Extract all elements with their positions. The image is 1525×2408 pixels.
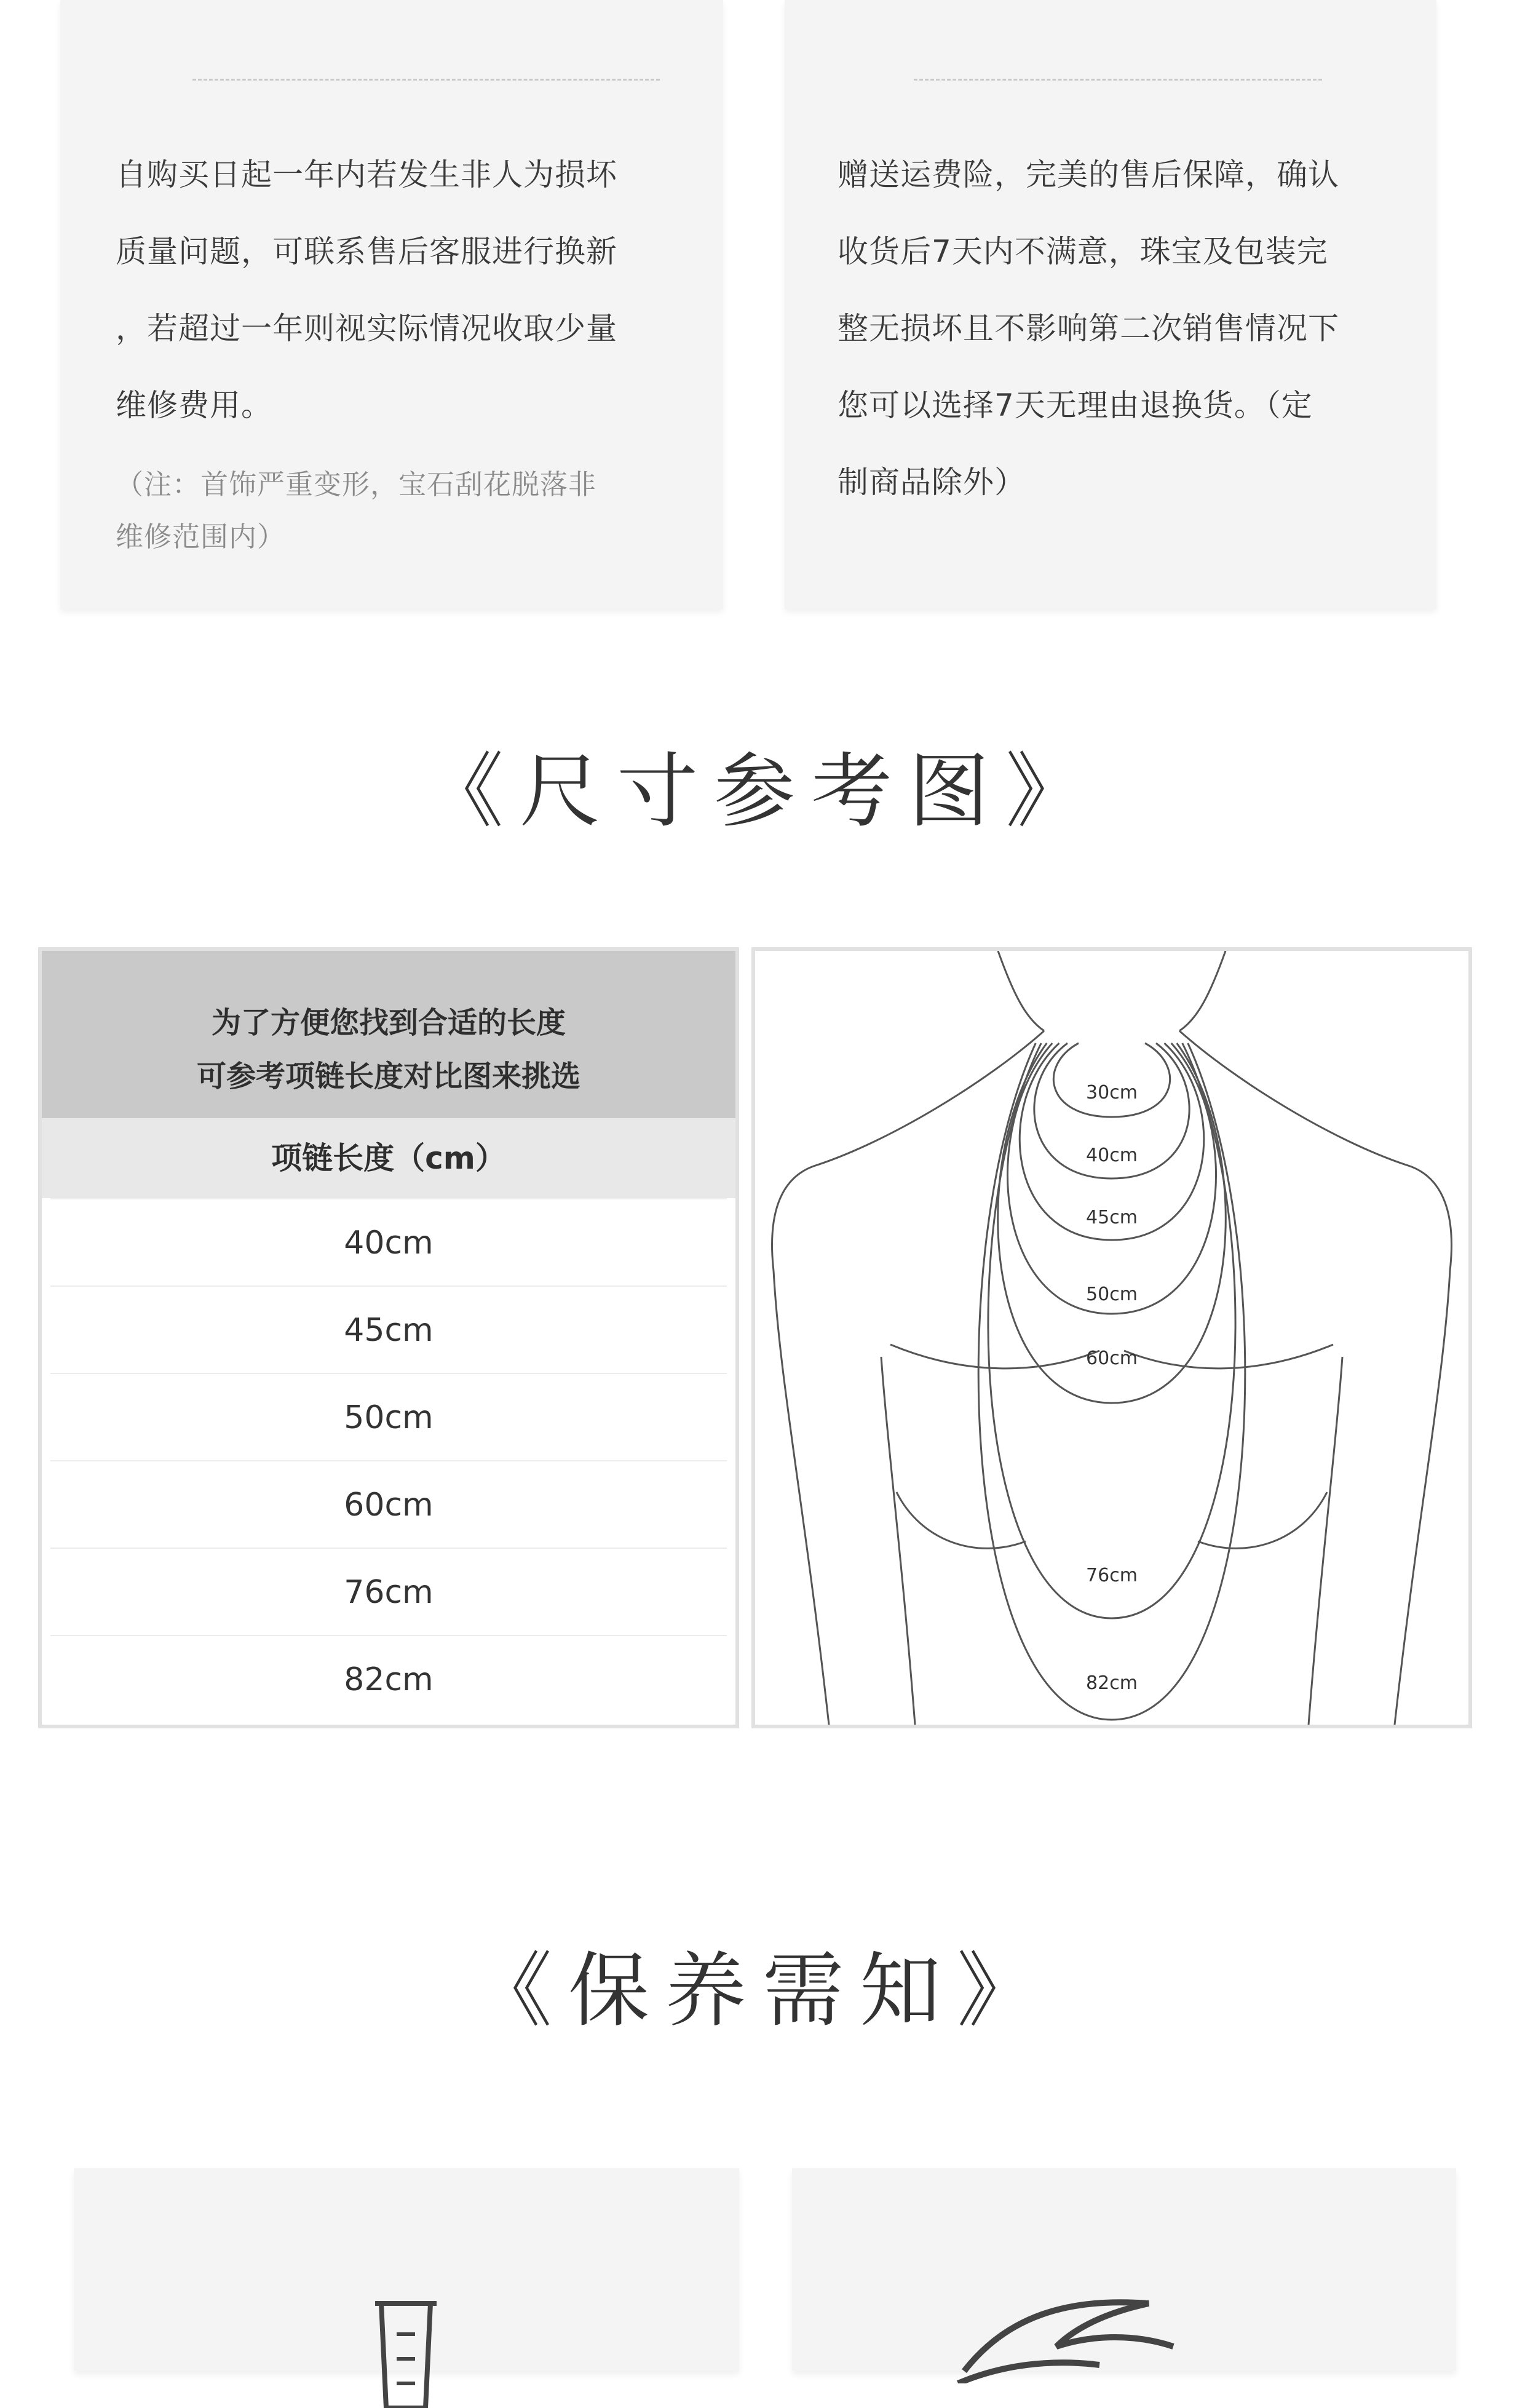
size-row: 40cm (50, 1198, 727, 1287)
necklace-length-label: 60cm (1086, 1348, 1138, 1369)
measuring-cup-icon (369, 2291, 443, 2408)
necklace-length-diagram (751, 947, 1472, 1728)
warranty-note: 维修范围内） (116, 520, 286, 553)
necklace-length-label: 30cm (1086, 1082, 1138, 1103)
necklace-length-label: 45cm (1086, 1207, 1138, 1228)
necklace-curve-30cm (1053, 1043, 1170, 1117)
size-table-header-line: 可参考项链长度对比图来挑选 (196, 1059, 580, 1094)
return-line: 您可以选择7天无理由退换货。（定 (838, 387, 1313, 423)
size-row: 60cm (50, 1460, 727, 1549)
care-card-right (792, 2168, 1456, 2371)
return-line: 收货后7天内不满意，珠宝及包装完 (838, 234, 1328, 269)
size-row: 50cm (50, 1373, 727, 1461)
warranty-line: 自购买日起一年内若发生非人为损坏 (116, 157, 617, 193)
necklace-length-label: 82cm (1086, 1672, 1138, 1694)
torso-illustration (755, 951, 1468, 1725)
necklace-length-label: 50cm (1086, 1284, 1138, 1305)
necklace-length-label: 76cm (1086, 1565, 1138, 1586)
necklace-curve-76cm (988, 1043, 1235, 1618)
size-row: 45cm (50, 1285, 727, 1374)
return-line: 赠送运费险，完美的售后保障，确认 (838, 157, 1339, 193)
care-card-left (74, 2168, 739, 2371)
return-line: 整无损坏且不影响第二次销售情况下 (838, 311, 1339, 346)
size-table-header-line: 为了方便您找到合适的长度 (211, 1006, 566, 1040)
size-table-header (42, 951, 735, 1118)
size-column-label: 项链长度（cm） (42, 1118, 735, 1198)
warranty-line: ，若超过一年则视实际情况收取少量 (116, 311, 617, 346)
warranty-card-return (785, 0, 1436, 609)
return-line: 制商品除外） (838, 464, 1026, 500)
hand-icon (952, 2291, 1198, 2383)
care-section-title: 《保养需知》 (471, 1944, 1054, 2038)
size-row: 76cm (50, 1548, 727, 1636)
dashed-divider (914, 79, 1322, 81)
warranty-line: 维修费用。 (116, 387, 272, 423)
warranty-line: 质量问题，可联系售后客服进行换新 (116, 234, 617, 269)
dashed-divider (192, 79, 660, 81)
size-row: 82cm (50, 1635, 727, 1723)
warranty-card-repair (60, 0, 723, 609)
size-section-title: 《尺寸参考图》 (422, 744, 1103, 839)
size-table (38, 947, 739, 1728)
warranty-note: （注：首饰严重变形，宝石刮花脱落非 (116, 468, 597, 501)
necklace-length-label: 40cm (1086, 1145, 1138, 1166)
